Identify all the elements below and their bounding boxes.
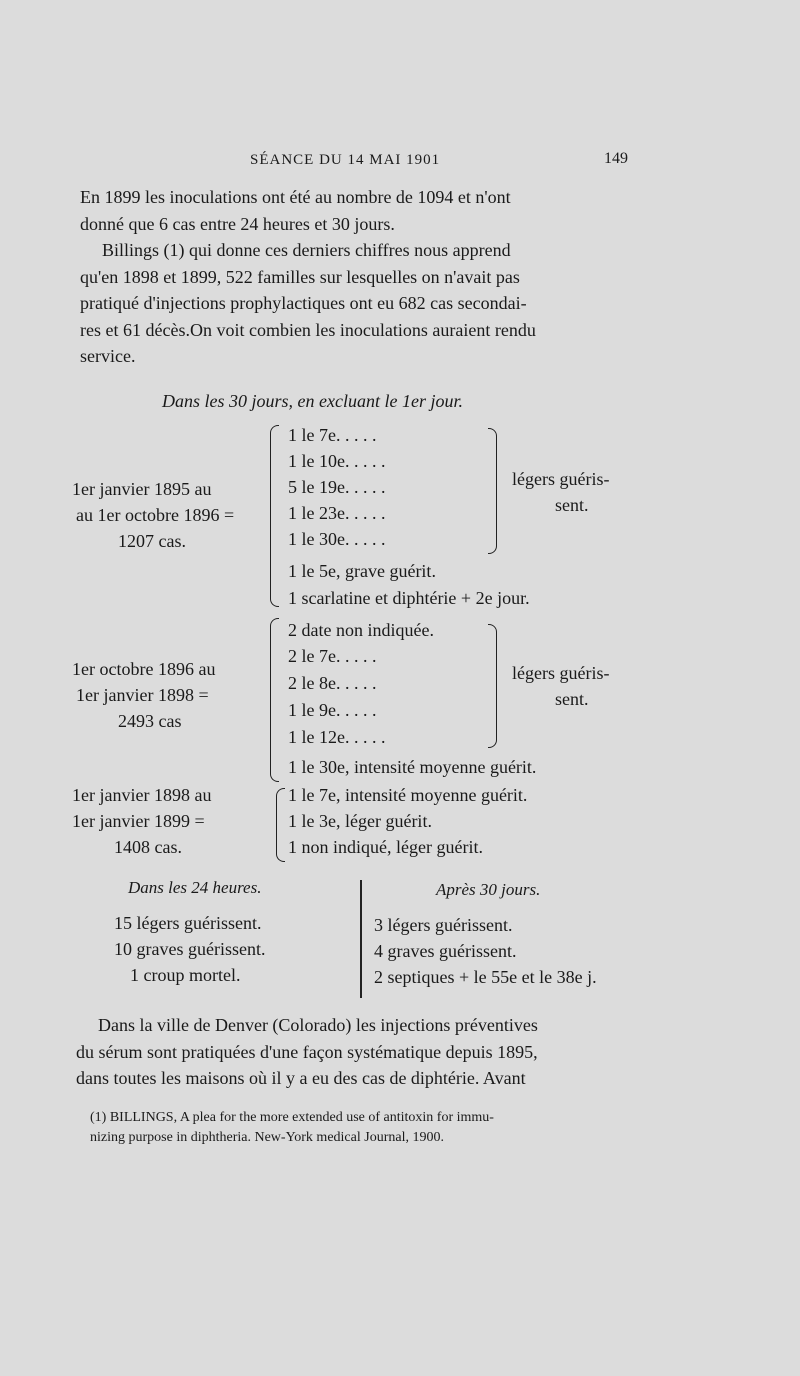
intro-line: pratiqué d'injections prophylactiques ont eu 682 cas secondai- <box>80 293 527 313</box>
period2-note-line: légers guéris- <box>512 663 610 683</box>
footnote <box>90 1108 650 1148</box>
period1-note-line: sent. <box>555 495 589 515</box>
closing-line: du sérum sont pratiquées d'une façon systématique depuis 1895, <box>76 1041 538 1062</box>
period2-case: 1 le 12e. . . . . <box>288 727 386 747</box>
summary-right-heading: Après 30 jours. <box>436 880 541 899</box>
period1-case: 1 le 23e. . . . . <box>288 503 386 523</box>
summary-right-item: 4 graves guérissent. <box>374 941 517 961</box>
page-number: 149 <box>604 150 628 167</box>
intro-line: res et 61 décès.On voit combien les inoculations auraient rendu <box>80 319 536 340</box>
summary-left-item: 15 légers guérissent. <box>114 913 262 933</box>
summary-divider <box>360 880 362 998</box>
intro-line: service. <box>80 346 136 366</box>
period2-brace <box>270 618 279 782</box>
closing-line: Dans la ville de Denver (Colorado) les injections préventives <box>98 1015 538 1035</box>
period2-case: 2 le 7e. . . . . <box>288 646 377 666</box>
footnote-line: nizing purpose in diphtheria. New-York medical Journal, 1900. <box>90 1130 444 1145</box>
period1-extra: 1 le 5e, grave guérit. <box>288 561 436 581</box>
summary-left-item: 10 graves guérissent. <box>114 939 266 959</box>
period2-label-line: 1er octobre 1896 au <box>72 659 216 679</box>
footnote-line: (1) BILLINGS, A plea for the more extended use of antitoxin for immu- <box>90 1110 494 1125</box>
period3-case: 1 le 3e, léger guérit. <box>288 811 432 831</box>
summary-right-item: 2 septiques + le 55e et le 38e j. <box>374 967 597 987</box>
period2-extra: 1 le 30e, intensité moyenne guérit. <box>288 757 537 777</box>
summary-right-item: 3 légers guérissent. <box>374 915 513 935</box>
summary-left-heading: Dans les 24 heures. <box>128 878 262 897</box>
period3-label-line: 1408 cas. <box>114 837 182 857</box>
intro-line: Billings (1) qui donne ces derniers chiffres nous apprend <box>102 240 511 260</box>
period1-case: 5 le 19e. . . . . <box>288 477 386 497</box>
period1-note-line: légers guéris- <box>512 469 610 489</box>
running-header-title: SÉANCE DU 14 MAI 1901 <box>250 152 441 168</box>
period1-right-brace <box>488 428 497 554</box>
period2-case: 1 le 9e. . . . . <box>288 700 377 720</box>
period2-case: 2 le 8e. . . . . <box>288 673 377 693</box>
period1-label-line: au 1er octobre 1896 = <box>76 505 235 525</box>
period1-label-line: 1207 cas. <box>118 531 186 551</box>
period1-case: 1 le 7e. . . . . <box>288 425 377 445</box>
intro-line: donné que 6 cas entre 24 heures et 30 jours. <box>80 213 395 234</box>
period1-case: 1 le 10e. . . . . <box>288 451 386 471</box>
period1-case: 1 le 30e. . . . . <box>288 529 386 549</box>
table-title: Dans les 30 jours, en excluant le 1er jour. <box>162 391 463 411</box>
period2-note-line: sent. <box>555 689 589 709</box>
intro-line: qu'en 1898 et 1899, 522 familles sur lesquelles on n'avait pas <box>80 266 520 287</box>
period1-label-line: 1er janvier 1895 au <box>72 479 212 499</box>
closing-line: dans toutes les maisons où il y a eu des cas de diphtérie. Avant <box>76 1068 526 1088</box>
period3-brace <box>276 788 285 862</box>
intro-paragraph <box>80 184 640 370</box>
intro-line: En 1899 les inoculations ont été au nombre de 1094 et n'ont <box>80 187 511 207</box>
period3-case: 1 non indiqué, léger guérit. <box>288 837 483 857</box>
summary-left-item: 1 croup mortel. <box>130 965 241 985</box>
period2-label-line: 2493 cas <box>118 711 182 731</box>
period3-label-line: 1er janvier 1898 au <box>72 785 212 805</box>
period2-label-line: 1er janvier 1898 = <box>76 685 209 705</box>
period2-case: 2 date non indiquée. <box>288 620 434 640</box>
period1-brace <box>270 425 279 607</box>
period1-extra: 1 scarlatine et diphtérie + 2e jour. <box>288 588 530 608</box>
period2-right-brace <box>488 624 497 748</box>
period3-case: 1 le 7e, intensité moyenne guérit. <box>288 785 528 805</box>
closing-paragraph <box>76 1012 650 1092</box>
period3-label-line: 1er janvier 1899 = <box>72 811 205 831</box>
